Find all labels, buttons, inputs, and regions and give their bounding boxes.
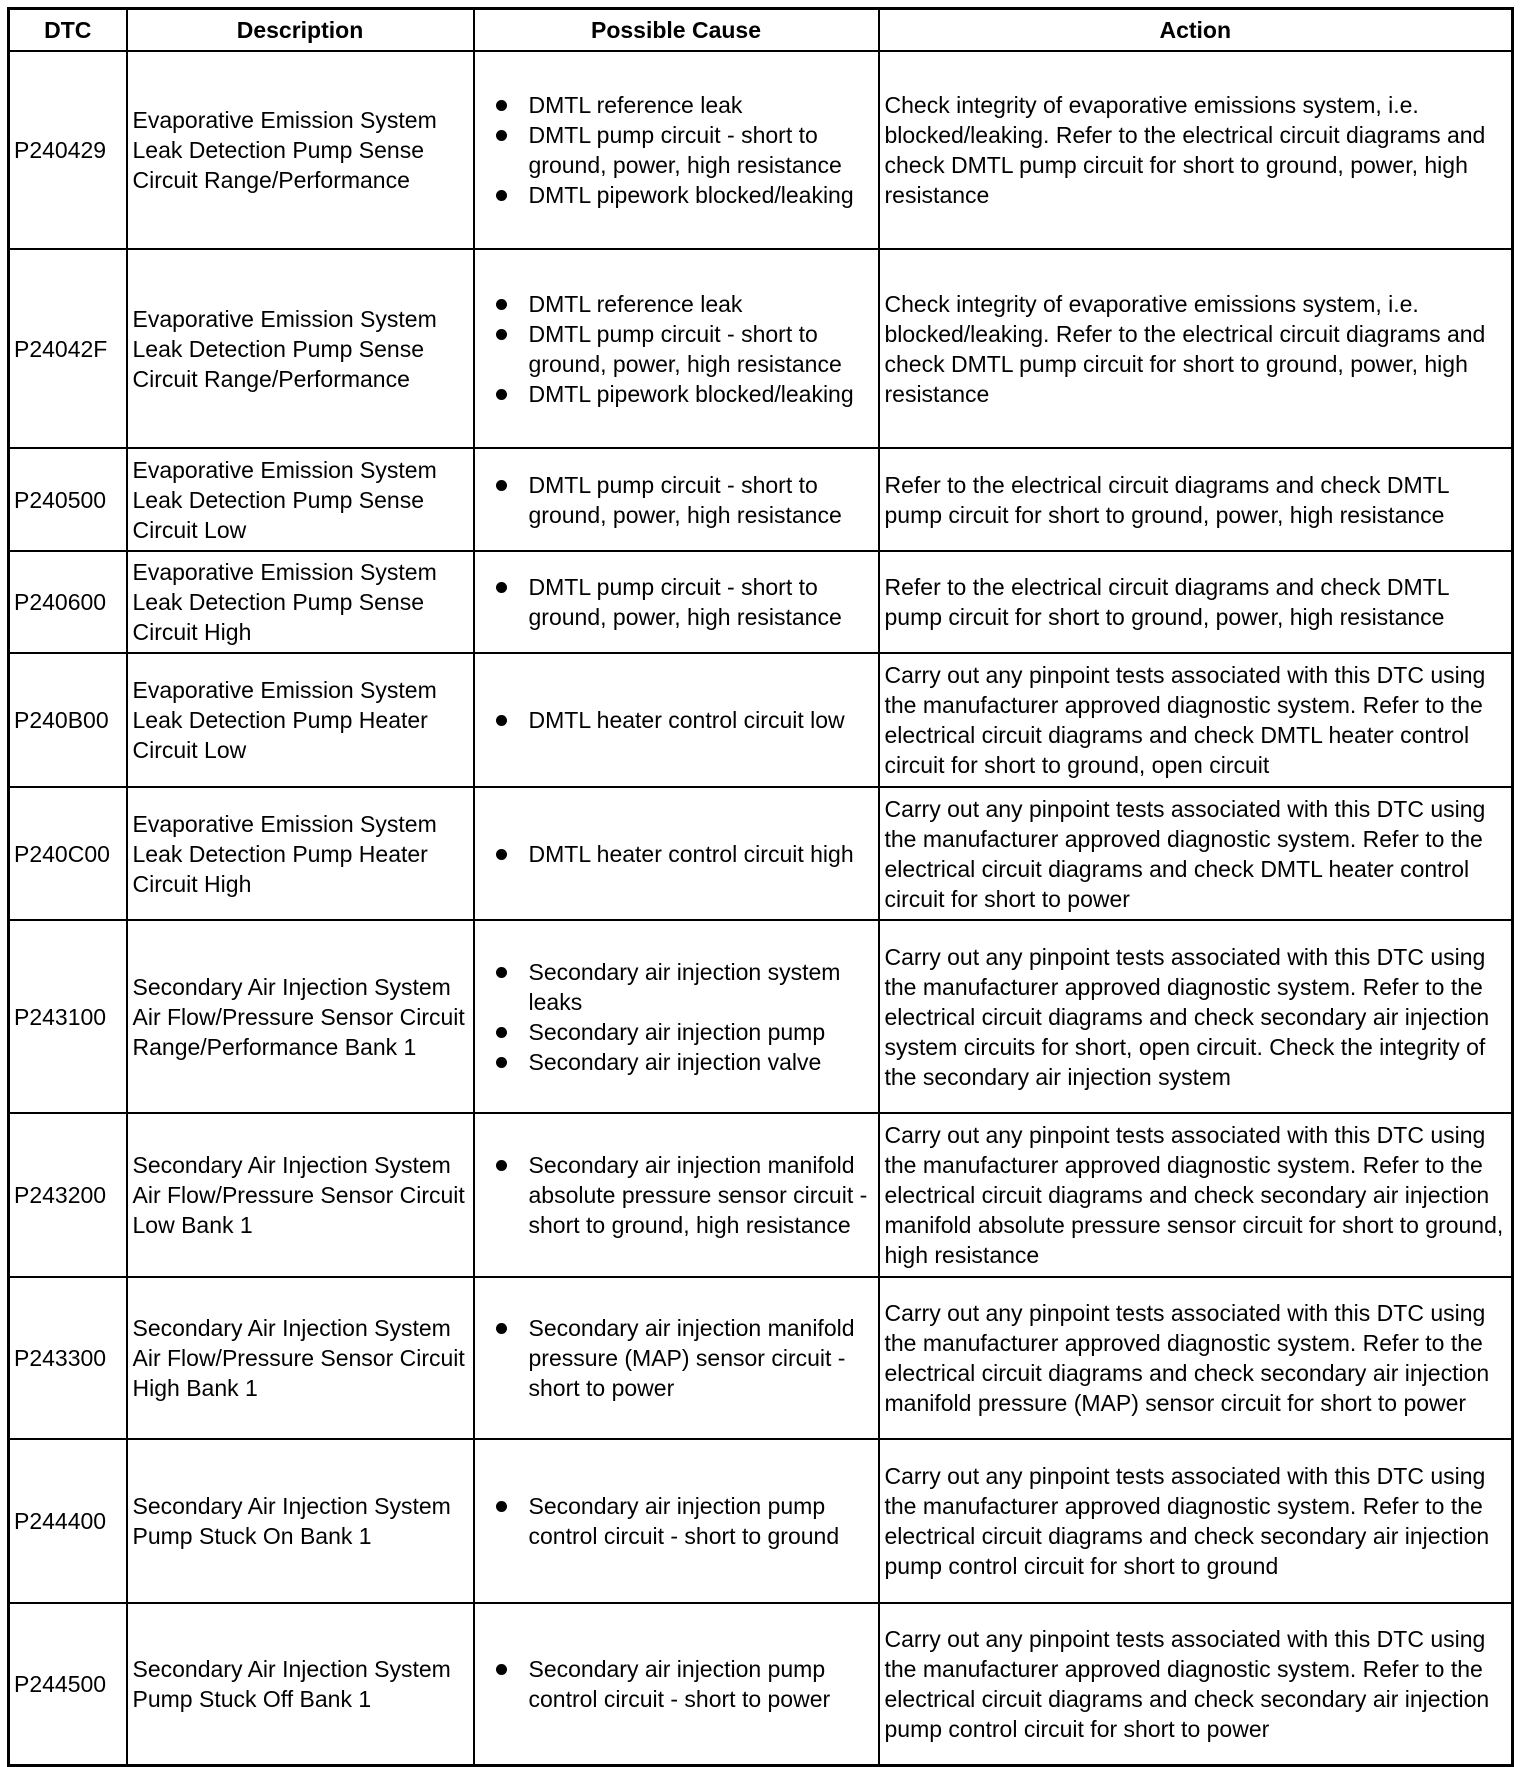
- dtc-code: P240429: [9, 51, 127, 249]
- action-cell: Carry out any pinpoint tests associated with this DTC using the manufacturer approved diagnostic system. Refer to the electrical circuit diagrams and check secondary air injection pump control circuit for short to ground: [879, 1439, 1513, 1603]
- possible-cause-cell: [474, 551, 879, 653]
- cause-item: Secondary air injection system leaks: [529, 957, 874, 1017]
- cause-item: DMTL reference leak: [529, 90, 874, 120]
- possible-cause-cell: [474, 1277, 879, 1439]
- table-row: [9, 1439, 1513, 1603]
- description-cell: Evaporative Emission System Leak Detection Pump Sense Circuit Low: [127, 448, 474, 551]
- header-possible-cause: Possible Cause: [474, 9, 879, 52]
- cause-item: DMTL heater control circuit high: [529, 839, 874, 869]
- table-row: [9, 787, 1513, 920]
- cause-item: DMTL pump circuit - short to ground, power, high resistance: [529, 470, 874, 530]
- description-cell: Evaporative Emission System Leak Detection Pump Heater Circuit High: [127, 787, 474, 920]
- header-description: Description: [127, 9, 474, 52]
- table-row: [9, 653, 1513, 787]
- possible-cause-cell: [474, 249, 879, 448]
- action-cell: Carry out any pinpoint tests associated with this DTC using the manufacturer approved diagnostic system. Refer to the electrical circuit diagrams and check secondary air injection system circuits for short, open circuit. Check the integrity of the secondary air injection system: [879, 920, 1513, 1113]
- cause-list: [475, 1491, 874, 1551]
- description-cell: Evaporative Emission System Leak Detection Pump Sense Circuit High: [127, 551, 474, 653]
- description-cell: Secondary Air Injection System Air Flow/Pressure Sensor Circuit Low Bank 1: [127, 1113, 474, 1277]
- cause-item: Secondary air injection pump control circuit - short to ground: [529, 1491, 874, 1551]
- dtc-code: P243300: [9, 1277, 127, 1439]
- cause-list: [475, 572, 874, 632]
- dtc-code: P243200: [9, 1113, 127, 1277]
- cause-item: DMTL pipework blocked/leaking: [529, 379, 874, 409]
- cause-item: Secondary air injection pump control circuit - short to power: [529, 1654, 874, 1714]
- dtc-code: P240500: [9, 448, 127, 551]
- cause-list: [475, 1313, 874, 1403]
- action-cell: Check integrity of evaporative emissions system, i.e. blocked/leaking. Refer to the electrical circuit diagrams and check DMTL pump circuit for short to ground, power, high resistance: [879, 51, 1513, 249]
- possible-cause-cell: [474, 1603, 879, 1765]
- possible-cause-cell: [474, 1113, 879, 1277]
- cause-list: [475, 1654, 874, 1714]
- cause-item: Secondary air injection valve: [529, 1047, 874, 1077]
- dtc-code: P240B00: [9, 653, 127, 787]
- cause-item: DMTL heater control circuit low: [529, 705, 874, 735]
- table-row: [9, 249, 1513, 448]
- action-cell: Carry out any pinpoint tests associated with this DTC using the manufacturer approved diagnostic system. Refer to the electrical circuit diagrams and check secondary air injection manifold absolute pressure sensor circuit for short to ground, high resistance: [879, 1113, 1513, 1277]
- description-cell: Secondary Air Injection System Pump Stuck On Bank 1: [127, 1439, 474, 1603]
- description-cell: Secondary Air Injection System Pump Stuck Off Bank 1: [127, 1603, 474, 1765]
- description-cell: Evaporative Emission System Leak Detection Pump Sense Circuit Range/Performance: [127, 249, 474, 448]
- table-row: [9, 920, 1513, 1113]
- dtc-table: [7, 7, 1514, 1767]
- dtc-code: P244500: [9, 1603, 127, 1765]
- cause-list: [475, 957, 874, 1077]
- cause-list: [475, 705, 874, 735]
- description-cell: Evaporative Emission System Leak Detection Pump Heater Circuit Low: [127, 653, 474, 787]
- dtc-code: P243100: [9, 920, 127, 1113]
- dtc-code: P240C00: [9, 787, 127, 920]
- possible-cause-cell: [474, 1439, 879, 1603]
- dtc-code: P24042F: [9, 249, 127, 448]
- cause-item: DMTL pipework blocked/leaking: [529, 180, 874, 210]
- action-cell: Check integrity of evaporative emissions system, i.e. blocked/leaking. Refer to the electrical circuit diagrams and check DMTL pump circuit for short to ground, power, high resistance: [879, 249, 1513, 448]
- action-cell: Refer to the electrical circuit diagrams and check DMTL pump circuit for short to ground, power, high resistance: [879, 448, 1513, 551]
- description-cell: Evaporative Emission System Leak Detection Pump Sense Circuit Range/Performance: [127, 51, 474, 249]
- possible-cause-cell: [474, 920, 879, 1113]
- cause-item: DMTL pump circuit - short to ground, power, high resistance: [529, 120, 874, 180]
- possible-cause-cell: [474, 787, 879, 920]
- cause-item: DMTL pump circuit - short to ground, power, high resistance: [529, 572, 874, 632]
- action-cell: Carry out any pinpoint tests associated with this DTC using the manufacturer approved diagnostic system. Refer to the electrical circuit diagrams and check secondary air injection manifold pressure (MAP) sensor circuit for short to power: [879, 1277, 1513, 1439]
- cause-item: Secondary air injection manifold pressure (MAP) sensor circuit - short to power: [529, 1313, 874, 1403]
- cause-item: DMTL pump circuit - short to ground, power, high resistance: [529, 319, 874, 379]
- description-cell: Secondary Air Injection System Air Flow/Pressure Sensor Circuit High Bank 1: [127, 1277, 474, 1439]
- cause-list: [475, 289, 874, 409]
- table-row: [9, 1113, 1513, 1277]
- cause-item: DMTL reference leak: [529, 289, 874, 319]
- table-row: [9, 51, 1513, 249]
- dtc-code: P244400: [9, 1439, 127, 1603]
- cause-list: [475, 1150, 874, 1240]
- table-row: [9, 551, 1513, 653]
- cause-list: [475, 90, 874, 210]
- header-dtc: DTC: [9, 9, 127, 52]
- action-cell: Carry out any pinpoint tests associated with this DTC using the manufacturer approved diagnostic system. Refer to the electrical circuit diagrams and check DMTL heater control circuit for short to ground, open circuit: [879, 653, 1513, 787]
- header-row: [9, 9, 1513, 52]
- possible-cause-cell: [474, 448, 879, 551]
- action-cell: Carry out any pinpoint tests associated with this DTC using the manufacturer approved diagnostic system. Refer to the electrical circuit diagrams and check DMTL heater control circuit for short to power: [879, 787, 1513, 920]
- table-row: [9, 448, 1513, 551]
- table-row: [9, 1603, 1513, 1765]
- description-cell: Secondary Air Injection System Air Flow/Pressure Sensor Circuit Range/Performance Bank 1: [127, 920, 474, 1113]
- cause-item: Secondary air injection pump: [529, 1017, 874, 1047]
- action-cell: Carry out any pinpoint tests associated with this DTC using the manufacturer approved diagnostic system. Refer to the electrical circuit diagrams and check secondary air injection pump control circuit for short to power: [879, 1603, 1513, 1765]
- possible-cause-cell: [474, 51, 879, 249]
- table-row: [9, 1277, 1513, 1439]
- action-cell: Refer to the electrical circuit diagrams and check DMTL pump circuit for short to ground, power, high resistance: [879, 551, 1513, 653]
- cause-list: [475, 470, 874, 530]
- cause-item: Secondary air injection manifold absolute pressure sensor circuit - short to ground, high resistance: [529, 1150, 874, 1240]
- possible-cause-cell: [474, 653, 879, 787]
- dtc-code: P240600: [9, 551, 127, 653]
- cause-list: [475, 839, 874, 869]
- header-action: Action: [879, 9, 1513, 52]
